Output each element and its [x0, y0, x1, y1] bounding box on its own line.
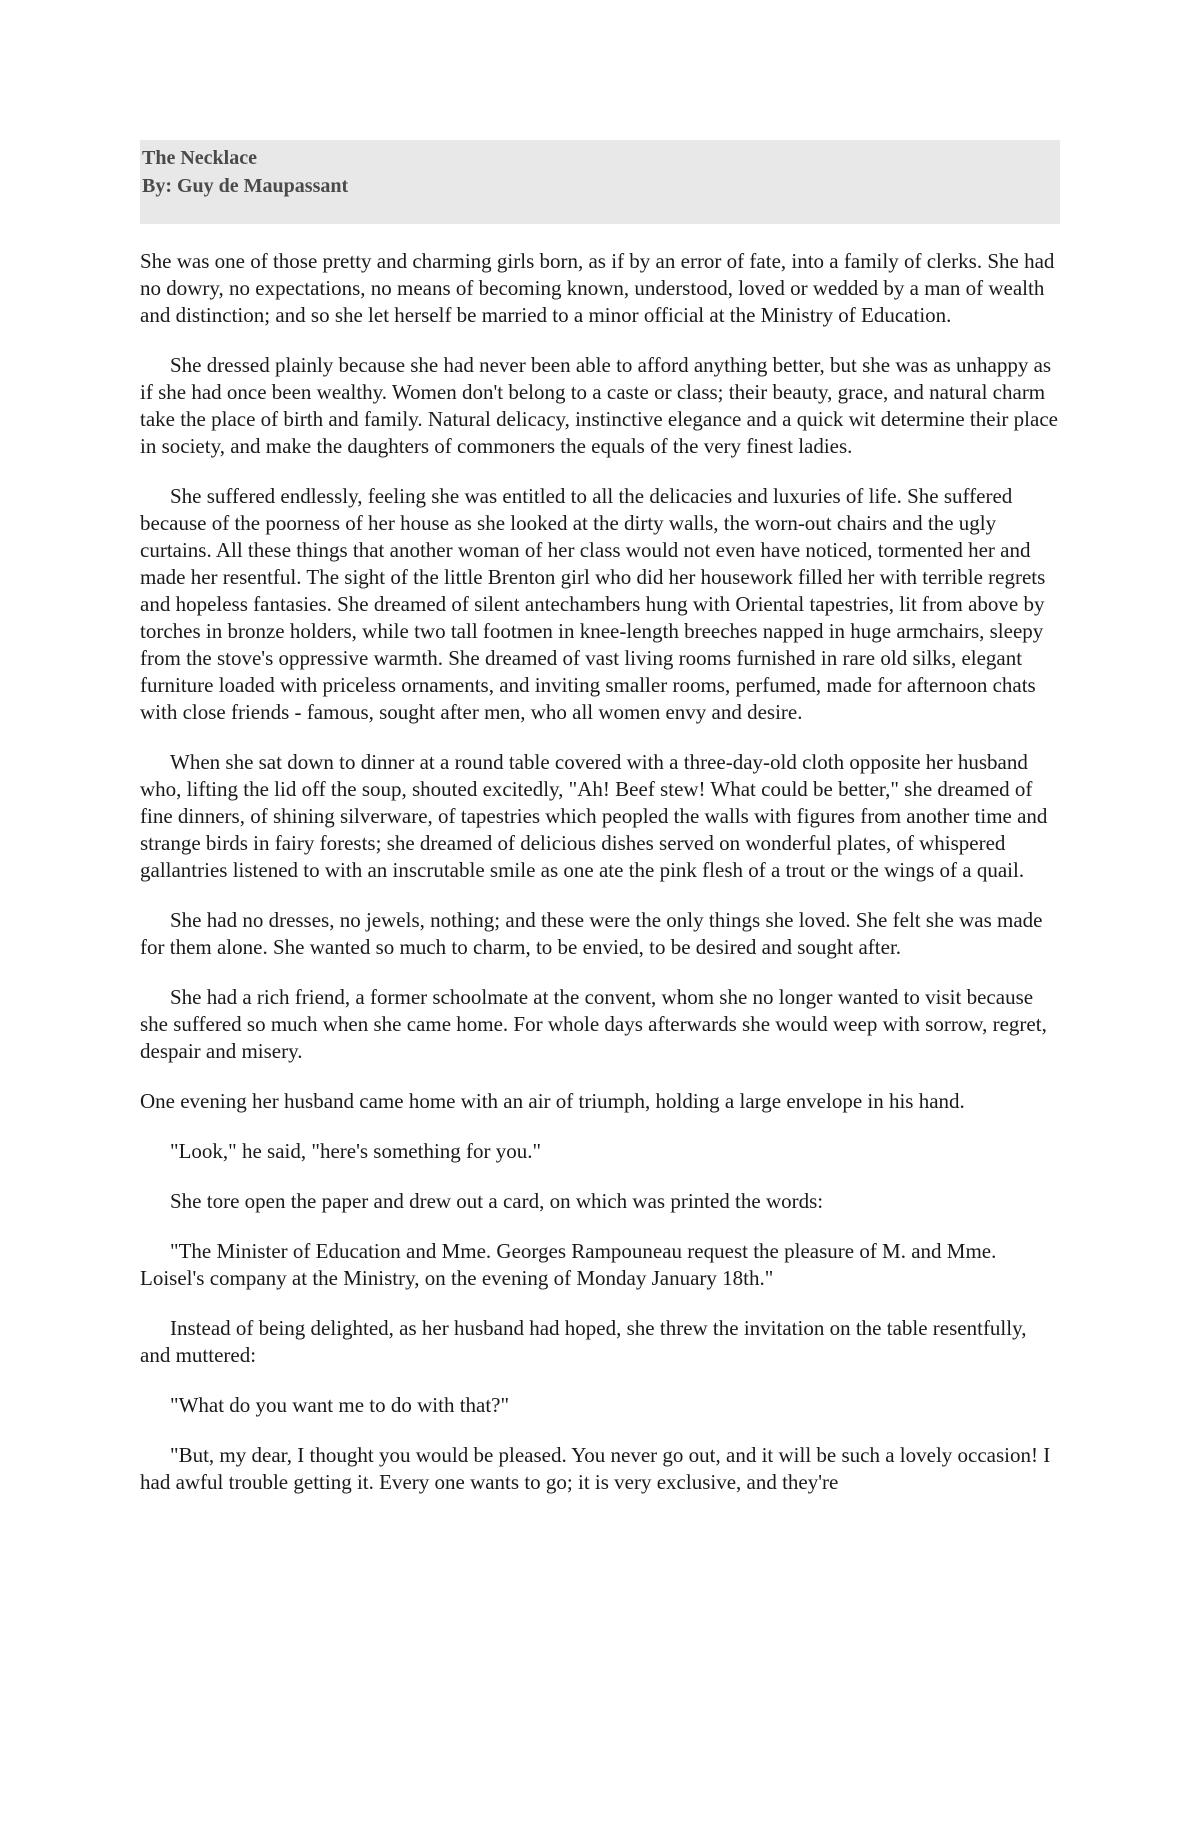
paragraph: She had a rich friend, a former schoolmate at the convent, whom she no longer wanted to visit because she suffered so much when she came home. For whole days afterwards she would weep with sorrow, regret, despair and misery. — [140, 985, 1047, 1063]
document-page — [140, 140, 1060, 1519]
paragraph: "But, my dear, I thought you would be pleased. You never go out, and it will be such a lovely occasion! I had awful trouble getting it. Every one wants to go; it is very exclusive, and they're — [140, 1443, 1051, 1494]
paragraph: When she sat down to dinner at a round table covered with a three-day-old cloth opposite her husband who, lifting the lid off the soup, shouted excitedly, "Ah! Beef stew! What could be better," she dreamed of fine dinners, of shining silverware, of tapestries which peopled the walls with figures from another time and strange birds in fairy forests; she dreamed of delicious dishes served on wonderful plates, of whispered gallantries listened to with an inscrutable smile as one ate the pink flesh of a trout or the wings of a quail. — [140, 750, 1048, 882]
paragraph: "The Minister of Education and Mme. Georges Rampouneau request the pleasure of M. and Mme. Loisel's company at the Ministry, on the evening of Monday January 18th." — [140, 1239, 997, 1290]
document-title: The Necklace — [142, 147, 257, 169]
paragraph: She dressed plainly because she had never been able to afford anything better, but she was as unhappy as if she had once been wealthy. Women don't belong to a caste or class; their beauty, grace, and natural charm take the place of birth and family. Natural delicacy, instinctive elegance and a quick wit determine their place in society, and make the daughters of commoners the equals of the very finest ladies. — [140, 353, 1058, 458]
paragraph: Instead of being delighted, as her husband had hoped, she threw the invitation on the table resentfully, and muttered: — [140, 1316, 1027, 1367]
document-header — [140, 140, 1060, 224]
paragraph: She had no dresses, no jewels, nothing; and these were the only things she loved. She felt she was made for them alone. She wanted so much to charm, to be envied, to be desired and sought after. — [140, 908, 1043, 959]
document-body — [140, 248, 1060, 1496]
paragraph: She was one of those pretty and charming girls born, as if by an error of fate, into a family of clerks. She had no dowry, no expectations, no means of becoming known, understood, loved or wedded by a man of wealth and distinction; and so she let herself be married to a minor official at the Ministry of Education. — [140, 249, 1055, 327]
paragraph: She suffered endlessly, feeling she was entitled to all the delicacies and luxuries of life. She suffered because of the poorness of her house as she looked at the dirty walls, the worn-out chairs and the ugly curtains. All these things that another woman of her class would not even have noticed, tormented her and made her resentful. The sight of the little Brenton girl who did her housework filled her with terrible regrets and hopeless fantasies. She dreamed of silent antechambers hung with Oriental tapestries, lit from above by torches in bronze holders, while two tall footmen in knee-length breeches napped in huge armchairs, sleepy from the stove's oppressive warmth. She dreamed of vast living rooms furnished in rare old silks, elegant furniture loaded with priceless ornaments, and inviting smaller rooms, perfumed, made for afternoon chats with close friends - famous, sought after men, who all women envy and desire. — [140, 484, 1046, 724]
document-author: By: Guy de Maupassant — [142, 175, 349, 197]
paragraph: "Look," he said, "here's something for you." — [170, 1139, 542, 1163]
paragraph: "What do you want me to do with that?" — [170, 1393, 510, 1417]
paragraph: One evening her husband came home with an air of triumph, holding a large envelope in his hand. — [140, 1089, 965, 1113]
paragraph: She tore open the paper and drew out a card, on which was printed the words: — [170, 1189, 824, 1213]
